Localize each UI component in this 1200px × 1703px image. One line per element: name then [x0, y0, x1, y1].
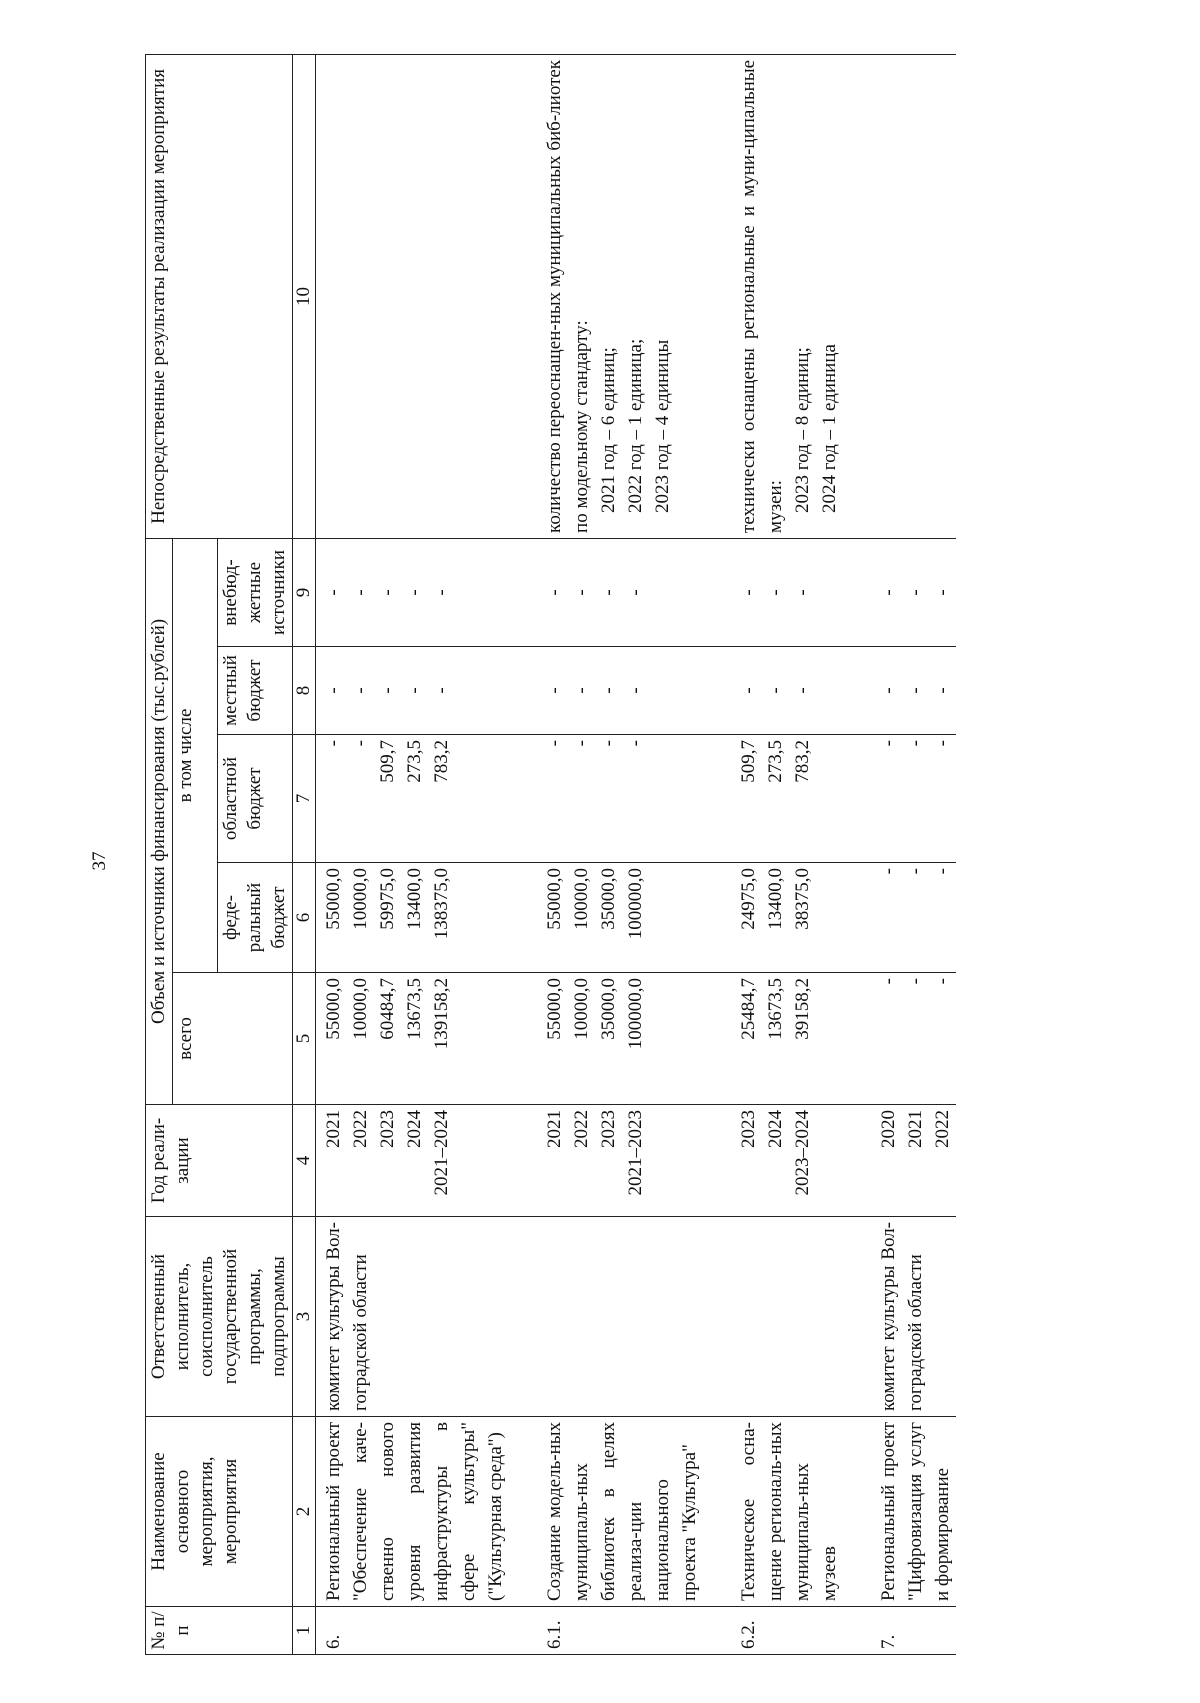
row-number: 7. [871, 1607, 956, 1655]
total-value: - [905, 978, 926, 985]
extra-value-cell [316, 538, 510, 646]
regional-value-cell [316, 735, 510, 863]
extra-value: - [905, 589, 926, 596]
row-spacer [509, 54, 537, 1654]
extra-value: - [323, 589, 344, 596]
regional-value: - [571, 740, 592, 747]
header-results: Непосредственные результаты реализации мероприятия [146, 54, 293, 538]
total-value: 13673,5 [404, 978, 425, 1040]
local-value: - [323, 687, 344, 694]
header-num: № п/п [146, 1607, 293, 1655]
regional-value-cell [731, 735, 843, 863]
federal-value-cell [537, 863, 703, 973]
federal-value-cell [316, 863, 510, 973]
year: 2022 [350, 1110, 371, 1148]
regional-value: 783,2 [792, 740, 813, 783]
local-value: - [571, 687, 592, 694]
year: 2021–2023 [625, 1110, 646, 1196]
row-executor: комитет культуры Вол-гоградской области [316, 1217, 510, 1417]
result-cell [316, 54, 510, 538]
local-value-cell [871, 647, 956, 735]
regional-value: - [905, 740, 926, 747]
header-extra: внебюд-жетные источники [218, 538, 293, 646]
total-value-cell [731, 973, 843, 1105]
regional-value: 509,7 [377, 740, 398, 783]
local-value: - [792, 687, 813, 694]
row-group [871, 54, 956, 1654]
regional-value: 273,5 [765, 740, 786, 783]
regional-value: - [544, 740, 565, 747]
local-value: - [431, 687, 452, 694]
table-row [871, 54, 956, 1654]
regional-value: 273,5 [404, 740, 425, 783]
row-name: Техническое осна-щение региональ-ных муниципаль-ных музеев [731, 1417, 843, 1607]
total-value: 55000,0 [323, 978, 344, 1040]
header-name: Наименование основного мероприятия, мероприятия [146, 1417, 293, 1607]
extra-value: - [571, 589, 592, 596]
year: 2024 [765, 1110, 786, 1148]
year: 2021 [323, 1110, 344, 1148]
column-number: 6 [293, 863, 316, 973]
result-text: количество переоснащен-ных муниципальных биб-лиотек по модельному стандарту: [544, 59, 592, 533]
extra-value: - [932, 589, 953, 596]
year: 2023 [738, 1110, 759, 1148]
financing-table [145, 54, 956, 1655]
extra-value: - [350, 589, 371, 596]
year: 2021 [544, 1110, 565, 1148]
extra-value: - [738, 589, 759, 596]
total-value: 10000,0 [350, 978, 371, 1040]
year: 2022 [571, 1110, 592, 1148]
year: 2022 [932, 1110, 953, 1148]
local-value: - [878, 687, 899, 694]
total-value: 60484,7 [377, 978, 398, 1040]
result-text: технически оснащены региональные и муни-ципальные музеи: [738, 59, 786, 533]
total-value: 39158,2 [792, 978, 813, 1040]
total-value-cell [537, 973, 703, 1105]
header-local: местный бюджет [218, 647, 293, 735]
row-name: Создание модель-ных муниципаль-ных библиотек в целях реализа-ции национального проекта "Культура" [537, 1417, 703, 1607]
row-spacer [843, 54, 871, 1654]
header-executor: Ответственный исполнитель, соисполнитель государственной программы, подпрограммы [146, 1217, 293, 1417]
regional-value: - [932, 740, 953, 747]
federal-value: 38375,0 [792, 868, 813, 930]
regional-value: - [350, 740, 371, 747]
federal-value: 35000,0 [598, 868, 619, 930]
local-value-cell [537, 647, 703, 735]
regional-value: 509,7 [738, 740, 759, 783]
local-value: - [544, 687, 565, 694]
row-executor: комитет культуры Вол-гоградской области [871, 1217, 956, 1417]
column-number: 2 [293, 1417, 316, 1607]
column-number: 3 [293, 1217, 316, 1417]
result-cell [731, 54, 843, 538]
column-numbers-row [293, 54, 316, 1654]
row-number: 6.2. [731, 1607, 843, 1655]
total-value: 55000,0 [544, 978, 565, 1040]
regional-value: - [625, 740, 646, 747]
table-row [316, 54, 510, 1654]
row-executor [731, 1217, 843, 1417]
regional-value-cell [537, 735, 703, 863]
year-cell [537, 1105, 703, 1217]
local-value: - [598, 687, 619, 694]
result-text: 2023 год – 8 единиц; [792, 347, 813, 513]
table-row [731, 54, 843, 1654]
row-name: Региональный проект "Обеспечение каче-ственно нового уровня развития инфраструктуры в сфере культуры" ("Культурная среда") [316, 1417, 510, 1607]
extra-value: - [625, 589, 646, 596]
row-number: 6.1. [537, 1607, 703, 1655]
extra-value-cell [871, 538, 956, 646]
regional-value: 783,2 [431, 740, 452, 783]
header-in-total: в том числе [173, 538, 218, 972]
total-value: 13673,5 [765, 978, 786, 1040]
local-value-cell [316, 647, 510, 735]
year-cell [871, 1105, 956, 1217]
extra-value: - [544, 589, 565, 596]
result-cell [871, 54, 956, 538]
local-value: - [932, 687, 953, 694]
total-value-cell [871, 973, 956, 1105]
local-value: - [377, 687, 398, 694]
header-federal: феде-ральный бюджет [218, 863, 293, 973]
year-cell [731, 1105, 843, 1217]
year: 2023–2024 [792, 1110, 813, 1196]
column-number: 10 [293, 54, 316, 538]
total-value: 10000,0 [571, 978, 592, 1040]
result-text: 2023 год – 4 единицы [652, 339, 673, 513]
extra-value: - [404, 589, 425, 596]
extra-value-cell [731, 538, 843, 646]
year: 2021–2024 [431, 1110, 452, 1196]
local-value: - [738, 687, 759, 694]
year: 2023 [377, 1110, 398, 1148]
table-header [146, 54, 316, 1654]
header-regional: областной бюджет [218, 735, 293, 863]
extra-value: - [431, 589, 452, 596]
local-value-cell [731, 647, 843, 735]
local-value: - [625, 687, 646, 694]
row-executor [537, 1217, 703, 1417]
column-number: 7 [293, 735, 316, 863]
header-year: Год реали-зации [146, 1105, 293, 1217]
row-group [537, 54, 703, 1654]
rotated-page [145, 55, 1145, 1655]
row-spacer [703, 54, 731, 1654]
column-number: 9 [293, 538, 316, 646]
federal-value: 138375,0 [431, 868, 452, 940]
extra-value-cell [537, 538, 703, 646]
row-name: Региональный проект "Цифровизация услуг и формирование [871, 1417, 956, 1607]
result-text: 2024 год – 1 единица [819, 344, 840, 513]
extra-value: - [765, 589, 786, 596]
local-value: - [905, 687, 926, 694]
extra-value: - [377, 589, 398, 596]
row-group [731, 54, 843, 1654]
federal-value: 59975,0 [377, 868, 398, 930]
total-value: 139158,2 [431, 978, 452, 1050]
federal-value: 10000,0 [350, 868, 371, 930]
header-financing: Объем и источники финансирования (тыс.рублей) [146, 538, 173, 1104]
total-value: 25484,7 [738, 978, 759, 1040]
local-value: - [765, 687, 786, 694]
federal-value: 10000,0 [571, 868, 592, 930]
year: 2023 [598, 1110, 619, 1148]
year: 2020 [878, 1110, 899, 1148]
year-cell [316, 1105, 510, 1217]
column-number: 1 [293, 1607, 316, 1655]
row-number: 6. [316, 1607, 510, 1655]
extra-value: - [878, 589, 899, 596]
row-group [316, 54, 510, 1654]
column-number: 8 [293, 647, 316, 735]
total-value-cell [316, 973, 510, 1105]
column-number: 5 [293, 973, 316, 1105]
column-number: 4 [293, 1105, 316, 1217]
federal-value: 13400,0 [765, 868, 786, 930]
result-text: 2022 год – 1 единица; [625, 338, 646, 513]
federal-value: 100000,0 [625, 868, 646, 940]
header-total: всего [173, 973, 293, 1105]
year: 2024 [404, 1110, 425, 1148]
result-cell [537, 54, 703, 538]
total-value: 35000,0 [598, 978, 619, 1040]
extra-value: - [598, 589, 619, 596]
total-value: - [932, 978, 953, 985]
federal-value: - [905, 868, 926, 875]
total-value: - [878, 978, 899, 985]
result-text: 2021 год – 6 единиц; [598, 347, 619, 513]
extra-value: - [792, 589, 813, 596]
federal-value: - [878, 868, 899, 875]
federal-value: - [932, 868, 953, 875]
federal-value: 13400,0 [404, 868, 425, 930]
local-value: - [404, 687, 425, 694]
total-value: 100000,0 [625, 978, 646, 1050]
regional-value: - [323, 740, 344, 747]
federal-value-cell [871, 863, 956, 973]
page-number: 37 [89, 851, 110, 871]
federal-value: 55000,0 [323, 868, 344, 930]
regional-value: - [598, 740, 619, 747]
federal-value-cell [731, 863, 843, 973]
federal-value: 55000,0 [544, 868, 565, 930]
local-value: - [350, 687, 371, 694]
regional-value-cell [871, 735, 956, 863]
regional-value: - [878, 740, 899, 747]
table-row [537, 54, 703, 1654]
year: 2021 [905, 1110, 926, 1148]
federal-value: 24975,0 [738, 868, 759, 930]
